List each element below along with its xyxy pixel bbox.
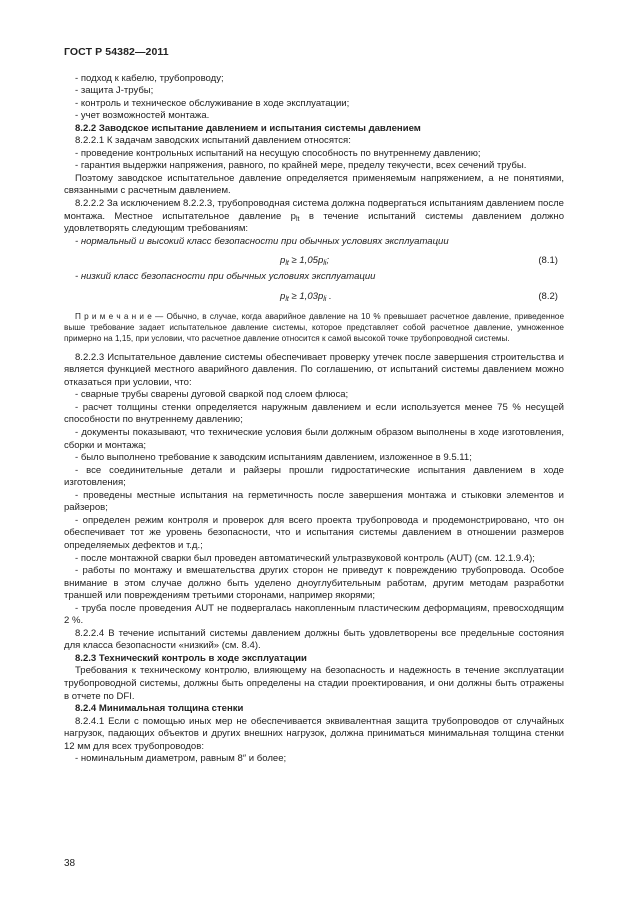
list-item: - работы по монтажу и вмешательства других сторон не приведут к повреждению трубопровода. Особое внимание в этом случае должно быть уделено дноуглубительным работам, другим методам разработки траншей или повреждениям третьими сторонами, например якорями; <box>64 565 564 602</box>
paragraph: Поэтому заводское испытательное давление определяется применяемым напряжением, а не понятиями, связанными с расчетным давлением. <box>64 172 564 197</box>
list-item: - труба после проведения AUT не подвергалась накопленным пластическим деформациям, превосходящим 2 %. <box>64 602 564 627</box>
list-item: - расчет толщины стенки определяется наружным давлением и если используется менее 75 % несущей способности по внутреннему давлению; <box>64 401 564 426</box>
paragraph: 8.2.4.1 Если с помощью иных мер не обеспечивается эквивалентная защита трубопроводов от случайных нагрузок, падающих объектов и других внешних нагрузок, должна приниматься минимальная толщина стенки 12 мм для всех трубопроводов: <box>64 715 564 752</box>
formula-number: (8.1) <box>538 255 558 267</box>
list-item: - подход к кабелю, трубопроводу; <box>75 72 224 84</box>
list-item: - проведены местные испытания на герметичность после завершения монтажа и стыковки элементов и райзеров; <box>64 489 564 514</box>
list-item: - проведение контрольных испытаний на несущую способность по внутреннему давлению; <box>75 147 481 159</box>
subscript: li <box>323 260 327 268</box>
formula-expression <box>280 255 329 268</box>
subscript: lt <box>285 295 289 303</box>
subscript: lt <box>295 215 300 223</box>
formula-part: ; <box>326 255 330 267</box>
list-item: - после монтажной сварки был проведен автоматический ультразвуковой контроль (AUT) (см. 12.1.9.4); <box>75 552 535 564</box>
formula-8-1 <box>64 252 564 271</box>
section-heading-8-2-2: 8.2.2 Заводское испытание давлением и испытания системы давлением <box>75 122 421 134</box>
page-number: 38 <box>64 858 76 869</box>
list-item: - контроль и техническое обслуживание в ходе эксплуатации; <box>75 97 350 109</box>
list-item: - защита J-трубы; <box>75 85 154 97</box>
formula-part: p <box>280 290 286 302</box>
paragraph <box>64 198 564 236</box>
subscript: li <box>323 295 327 303</box>
formula-expression <box>280 291 332 304</box>
standard-header: ГОСТ Р 54382—2011 <box>64 46 169 58</box>
formula-part: . <box>326 290 332 302</box>
paragraph: 8.2.2.3 Испытательное давление системы обеспечивает проверку утечек после завершения строительства и является функцией местного аварийного давления. По соглашению, от испытаний системы давлением можно отказаться при условии, что: <box>64 351 564 388</box>
paragraph: 8.2.2.4 В течение испытаний системы давлением должны быть удовлетворены все предельные состояния для класса безопасности «низкий» (см. 8.4). <box>64 627 564 652</box>
section-heading-8-2-3: 8.2.3 Технический контроль в ходе эксплуатации <box>75 652 307 664</box>
formula-part: ≥ 1,03p <box>288 290 324 302</box>
paragraph-text: 8.2.2.2 За исключением 8.2.2.3, трубопроводная система должна подвергаться испытаниям давлением после монтажа. Местное испытательное давление p <box>64 198 564 222</box>
list-item: - учет возможностей монтажа. <box>75 110 210 122</box>
condition-text: - нормальный и высокий класс безопасности при обычных условиях эксплуатации <box>75 235 449 247</box>
formula-part: p <box>280 255 286 267</box>
paragraph: 8.2.2.1 К задачам заводских испытаний давлением относятся: <box>75 135 351 147</box>
formula-number: (8.2) <box>538 290 558 302</box>
list-item: - было выполнено требование к заводским испытаниям давлением, изложенное в 9.5.11; <box>75 452 472 464</box>
paragraph-text: в течение испытаний системы давлением должно удовлетворять следующим требованиям: <box>64 210 564 235</box>
formula-part: ≥ 1,05p <box>288 255 324 267</box>
list-item: - определен режим контроля и проверок для всего проекта трубопровода и продемонстрировано, что он обеспечивает тот же уровень безопасности, что и испытания системы давлением в отношении размеров определяемых дефектов и т.д.; <box>64 514 564 551</box>
section-heading-8-2-4: 8.2.4 Минимальная толщина стенки <box>75 703 244 715</box>
list-item: - документы показывают, что технические условия были должным образом выполнены в ходе изготовления, сборки и монтажа; <box>64 427 564 451</box>
formula-8-2 <box>64 288 564 307</box>
note: П р и м е ч а н и е — Обычно, в случае, когда аварийное давление на 10 % превышает расчетное давление, приведенное выше требование задает испытательное давление системы, которое представляет собой расчетное давление, умноженное примерно на 1,15, при условии, что расчетное давление относится к самой высокой точке трубопроводной системы. <box>64 311 564 343</box>
list-item: - гарантия выдержки напряжения, равного, по крайней мере, пределу текучести, всех сечений трубы. <box>75 160 527 172</box>
condition-text: - низкий класс безопасности при обычных условиях эксплуатации <box>75 271 376 283</box>
list-item: - все соединительные детали и райзеры прошли гидростатические испытания давлением в ходе изготовления; <box>64 464 564 489</box>
document-page <box>64 46 564 766</box>
paragraph: Требования к техническому контролю, влияющему на безопасность и надежность в течение эксплуатации трубопроводной системы, должны быть определены на стадии проектирования, и они должны быть отражены в отчете по DFI. <box>64 665 564 702</box>
list-item: - сварные трубы сварены дуговой сваркой под слоем флюса; <box>75 389 349 401</box>
list-item: - номинальным диаметром, равным 8″ и более; <box>75 753 287 765</box>
subscript: lt <box>285 260 289 268</box>
